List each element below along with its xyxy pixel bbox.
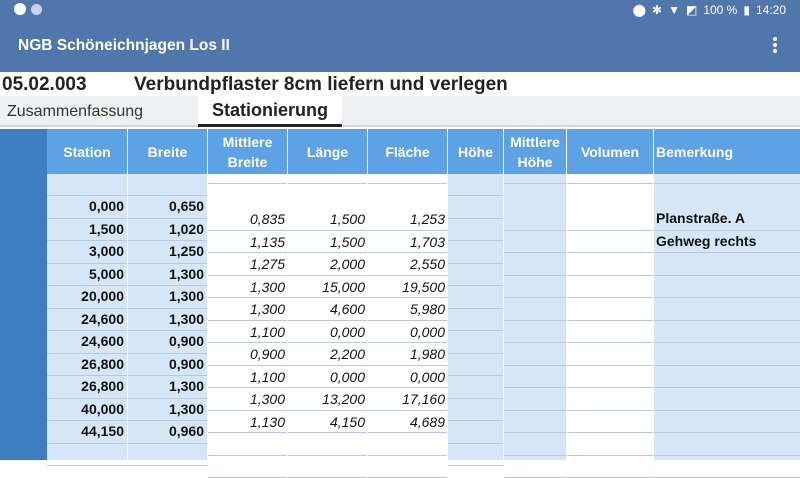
table-cell[interactable]: 1,100 (208, 366, 287, 389)
table-cell[interactable] (654, 321, 800, 344)
table-cell[interactable]: 40,000 (47, 399, 127, 422)
table-cell[interactable]: 1,300 (128, 309, 207, 332)
table-cell[interactable] (504, 231, 566, 254)
table-cell[interactable]: 4,600 (288, 298, 367, 321)
table-cell[interactable] (208, 456, 287, 478)
table-cell[interactable]: 1,253 (368, 208, 447, 231)
table-cell[interactable] (448, 174, 503, 196)
tab-zusammenfassung[interactable]: Zusammenfassung (7, 96, 143, 127)
table-cell[interactable]: 1,300 (208, 298, 287, 321)
header-mittlere-hoehe: Mittlere Höhe (504, 129, 567, 174)
table-cell[interactable] (288, 433, 367, 456)
table-cell[interactable]: 0,000 (288, 366, 367, 389)
table-cell[interactable] (208, 174, 287, 184)
table-cell[interactable] (654, 253, 800, 276)
table-header (47, 129, 800, 174)
table-cell[interactable] (288, 456, 367, 478)
header-mittlere-breite: Mittlere Breite (208, 129, 288, 174)
battery-percent: 100 % (703, 3, 737, 17)
position-text: Verbundpflaster 8cm liefern und verlegen (134, 74, 508, 96)
table-cell[interactable] (504, 388, 566, 411)
table-cell[interactable] (208, 433, 287, 456)
circle-icon (31, 4, 42, 15)
column-station (47, 174, 128, 460)
table-cell[interactable] (448, 376, 503, 399)
table-cell[interactable]: 24,600 (47, 331, 127, 354)
table-cell[interactable]: 1,300 (208, 388, 287, 411)
table-cell[interactable] (567, 208, 653, 231)
table-cell[interactable]: 1,500 (288, 231, 367, 254)
column-mittlere-hoehe (504, 174, 567, 460)
table-cell[interactable] (504, 366, 566, 389)
table-cell[interactable]: 0,900 (208, 343, 287, 366)
table-cell[interactable] (504, 276, 566, 299)
table-cell[interactable] (654, 174, 800, 184)
table-cell[interactable] (504, 433, 566, 456)
table-cell[interactable] (567, 456, 653, 478)
table-cell[interactable]: 0,000 (47, 196, 127, 219)
table-cell[interactable] (567, 231, 653, 254)
app-title: NGB Schöneichnjagen Los II (18, 37, 230, 55)
cloud-icon (14, 3, 26, 15)
table-cell[interactable] (448, 354, 503, 377)
header-breite: Breite (128, 129, 208, 174)
table-cell[interactable]: 1,300 (128, 264, 207, 287)
table-cell[interactable]: 20,000 (47, 286, 127, 309)
table-cell[interactable]: 1,020 (128, 219, 207, 242)
table-cell[interactable] (368, 433, 447, 456)
table-cell[interactable] (654, 433, 800, 456)
table-cell[interactable]: 0,835 (208, 208, 287, 231)
table-cell[interactable]: 26,800 (47, 376, 127, 399)
column-mittlere-breite (208, 174, 288, 460)
table-cell[interactable] (504, 208, 566, 231)
table-cell[interactable] (288, 174, 367, 184)
table-cell[interactable] (448, 399, 503, 422)
table-cell[interactable] (654, 411, 800, 434)
app-bar (0, 22, 800, 72)
column-bemerkung (654, 174, 800, 460)
table-cell[interactable]: 1,703 (368, 231, 447, 254)
table-cell[interactable]: 26,800 (47, 354, 127, 377)
clock: 14:20 (756, 3, 786, 17)
table-cell[interactable]: 1,980 (368, 343, 447, 366)
table-cell[interactable]: 1,500 (47, 219, 127, 242)
table-cell[interactable] (128, 174, 207, 196)
table-cell[interactable]: 0,960 (128, 421, 207, 444)
table-cell[interactable]: 1,250 (128, 241, 207, 264)
table-cell[interactable]: 0,000 (368, 321, 447, 344)
table-cell[interactable] (567, 298, 653, 321)
header-volumen: Volumen (567, 129, 654, 174)
status-bar (0, 0, 800, 22)
table-cell[interactable]: Gehweg rechts (654, 231, 800, 254)
table-cell[interactable]: 1,135 (208, 231, 287, 254)
battery-icon: ▮ (743, 3, 750, 17)
header-laenge: Länge (288, 129, 368, 174)
table-cell[interactable]: 1,100 (208, 321, 287, 344)
table-cell[interactable] (504, 411, 566, 434)
header-bemerkung: Bemerkung (654, 129, 800, 174)
table-cell[interactable] (654, 388, 800, 411)
column-laenge (288, 174, 368, 460)
table-cell[interactable] (448, 286, 503, 309)
table-cell[interactable]: 19,500 (368, 276, 447, 299)
table-cell[interactable] (368, 456, 447, 478)
table-cell[interactable]: 0,000 (368, 366, 447, 389)
table-cell[interactable] (128, 444, 207, 467)
table-cell[interactable]: 2,000 (288, 253, 367, 276)
table-cell[interactable] (448, 241, 503, 264)
table-cell[interactable]: 24,600 (47, 309, 127, 332)
table-cell[interactable]: Planstraße. A (654, 208, 800, 231)
table-cell[interactable]: 1,300 (208, 276, 287, 299)
table-cell[interactable]: 13,200 (288, 388, 367, 411)
table-cell[interactable] (504, 456, 566, 478)
tab-bar (0, 96, 800, 127)
overflow-menu-icon[interactable] (770, 36, 780, 56)
table-cell[interactable]: 1,300 (128, 376, 207, 399)
table-cell[interactable] (47, 444, 127, 467)
table-cell[interactable]: 1,275 (208, 253, 287, 276)
table-cell[interactable]: 5,980 (368, 298, 447, 321)
table-cell[interactable] (654, 276, 800, 299)
table-cell[interactable] (567, 276, 653, 299)
column-hoehe (448, 174, 504, 460)
table-cell[interactable] (654, 456, 800, 478)
table-cell[interactable]: 1,300 (128, 399, 207, 422)
wifi-icon: ▼ (668, 3, 680, 17)
location-icon: ⬤ (633, 3, 646, 17)
table-cell[interactable] (567, 411, 653, 434)
table-cell[interactable] (504, 253, 566, 276)
table-cell[interactable]: 44,150 (47, 421, 127, 444)
table-cell[interactable] (504, 321, 566, 344)
table-cell[interactable] (567, 174, 653, 184)
position-code: 05.02.003 (2, 74, 87, 96)
table-cell[interactable] (654, 343, 800, 366)
table-cell[interactable] (567, 343, 653, 366)
header-flaeche: Fläche (368, 129, 448, 174)
tab-stationierung[interactable]: Stationierung (198, 96, 342, 127)
table-cell[interactable]: 1,130 (208, 411, 287, 434)
table-cell[interactable]: 0,650 (128, 196, 207, 219)
table-cell[interactable]: 1,300 (128, 286, 207, 309)
table-cell[interactable]: 2,550 (368, 253, 447, 276)
table-cell[interactable] (567, 433, 653, 456)
table-cell[interactable] (654, 366, 800, 389)
table-cell[interactable] (448, 421, 503, 444)
table-cell[interactable] (47, 174, 127, 196)
header-hoehe: Höhe (448, 129, 504, 174)
table-cell[interactable]: 1,500 (288, 208, 367, 231)
table-cell[interactable] (567, 253, 653, 276)
table-cell[interactable]: 15,000 (288, 276, 367, 299)
table-cell[interactable]: 3,000 (47, 241, 127, 264)
table-cell[interactable] (448, 264, 503, 287)
column-volumen (567, 174, 654, 460)
position-heading (0, 72, 800, 96)
column-breite (128, 174, 208, 460)
table-cell[interactable]: 0,000 (288, 321, 367, 344)
table-cell[interactable] (504, 174, 566, 184)
table-cell[interactable]: 4,689 (368, 411, 447, 434)
sim-icon: ◩ (686, 3, 697, 17)
table-cell[interactable]: 17,160 (368, 388, 447, 411)
row-selector-strip (0, 129, 47, 460)
column-flaeche (368, 174, 448, 460)
table-cell[interactable] (567, 366, 653, 389)
table-cell[interactable] (567, 321, 653, 344)
table-cell[interactable] (654, 298, 800, 321)
table-cell[interactable] (567, 388, 653, 411)
table-cell[interactable] (368, 174, 447, 184)
table-cell[interactable] (448, 219, 503, 242)
table-cell[interactable]: 5,000 (47, 264, 127, 287)
table-cell[interactable] (448, 309, 503, 332)
table-cell[interactable] (448, 444, 503, 467)
bluetooth-icon: ✱ (652, 3, 662, 17)
table-cell[interactable]: 4,150 (288, 411, 367, 434)
table-cell[interactable] (448, 331, 503, 354)
table-cell[interactable]: 0,900 (128, 354, 207, 377)
table-cell[interactable]: 0,900 (128, 331, 207, 354)
header-station: Station (47, 129, 128, 174)
table-cell[interactable] (448, 196, 503, 219)
table-cell[interactable]: 2,200 (288, 343, 367, 366)
table-cell[interactable] (504, 343, 566, 366)
table-cell[interactable] (504, 298, 566, 321)
